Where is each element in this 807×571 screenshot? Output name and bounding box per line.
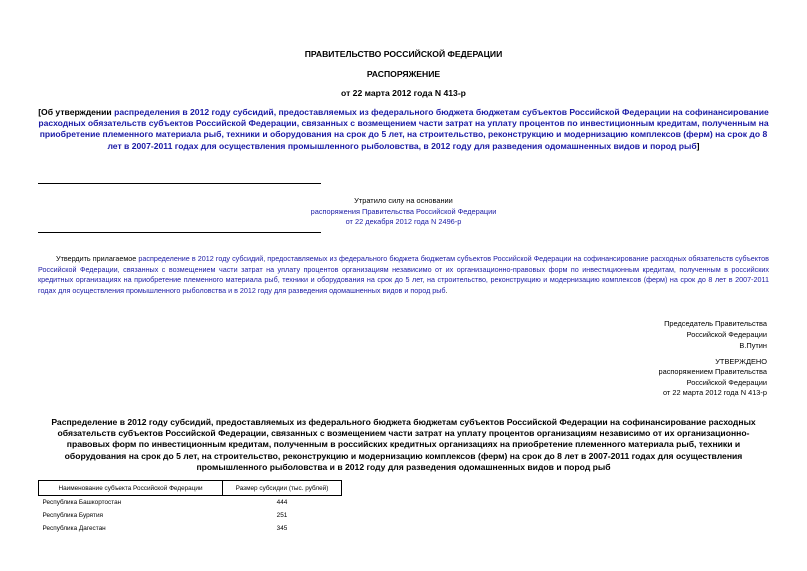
lost-force-note xyxy=(300,196,507,228)
intro-link[interactable]: распределение в 2012 году субсидий, предоставляемых из федерального бюджета бюджетам субъектов Российской Федерации на софинансирование расходных обязательств субъектов Российской Федерации, связанных с возмещением части затрат на уплату процентов организациям независимо от их организационно-правовых форм по инвестиционным кредитам, полученным в российских кредитных организациях на приобретение племенного материала рыб, техники и оборудования на срок до 5 лет, на строительство, реконструкцию и модернизацию комплексов (ферм) на срок до 8 лет в 2007-2011 годах для осуществления промышленного рыболовства и в 2012 году для разведения одомашненных видов и пород рыб xyxy=(38,254,769,295)
government-heading: ПРАВИТЕЛЬСТВО РОССИЙСКОЙ ФЕДЕРАЦИИ xyxy=(304,49,503,59)
signature-block xyxy=(547,319,767,351)
signature-line1: Председатель Правительства xyxy=(664,319,767,328)
approved-label: УТВЕРЖДЕНО xyxy=(715,357,767,366)
approved-date: от 22 марта 2012 года N 413-р xyxy=(662,388,767,398)
table-cell-region: Республика Бурятия xyxy=(42,512,103,519)
lost-force-line1: Утратило силу на основании xyxy=(354,196,453,205)
document-title xyxy=(38,107,769,152)
table-cell-amount: 251 xyxy=(276,512,288,519)
lost-force-link[interactable]: распоряжения Правительства Российской Федерации xyxy=(310,206,497,216)
table-header-amount: Размер субсидии (тыс. рублей) xyxy=(223,481,342,496)
intro-prefix: Утвердить прилагаемое xyxy=(56,254,139,263)
table-cell-region: Республика Дагестан xyxy=(42,525,106,532)
table-row xyxy=(39,509,342,522)
distribution-title: Распределение в 2012 году субсидий, предоставляемых из федерального бюджета бюджетам субъектов Российской Федерации на софинансирование расходных обязательств субъектов Российской Федерации, связанных с возмещением части затрат на уплату процентов организациям независимо от их организационно-правовых форм по инвестиционным кредитам, полученным в российских кредитных организациях на приобретение племенного материала рыб, техники и оборудования на срок до 5 лет, на строительство, реконструкцию и модернизацию комплексов (ферм) на срок до 8 лет в 2007-2011 годах для осуществления промышленного рыболовства и в 2012 году для разведения одомашненных видов и пород рыб xyxy=(51,417,756,472)
table-cell-amount: 444 xyxy=(276,499,288,506)
document-type: РАСПОРЯЖЕНИЕ xyxy=(366,69,441,79)
divider-top xyxy=(38,183,321,184)
signature-line2: Российской Федерации xyxy=(686,329,767,339)
table-row xyxy=(39,496,342,510)
table-cell-region: Республика Башкортостан xyxy=(42,499,122,506)
divider-bottom xyxy=(38,232,321,233)
title-suffix: ] xyxy=(696,140,700,151)
table-row xyxy=(39,522,342,535)
lost-force-date: от 22 декабря 2012 года N 2496-р xyxy=(345,217,462,227)
title-link[interactable]: распределения в 2012 году субсидий, предоставляемых из федерального бюджета бюджетам субъектов Российской Федерации на софинансирование расходных обязательств субъектов Российской Федерации, связанных с возмещением части затрат на уплату процентов по инвестиционным кредитам, полученным на приобретение племенного материала рыб, техники и оборудования на срок до 5 лет, на строительство, реконструкцию и модернизацию комплексов (ферм) на срок до 8 лет в 2007-2011 годах для осуществления промышленного рыболовства, в 2012 году для разведения одомашненных видов и пород рыб xyxy=(38,107,769,151)
table-header-region: Наименование субъекта Российской Федерации xyxy=(39,481,223,496)
intro-paragraph xyxy=(38,254,769,296)
intro-suffix: . xyxy=(445,285,448,295)
table-header-row xyxy=(39,481,342,496)
approved-line2: распоряжением Правительства xyxy=(658,367,767,377)
signature-name: В.Путин xyxy=(739,340,767,350)
approved-block xyxy=(547,357,767,399)
table-cell-amount: 345 xyxy=(276,525,288,532)
title-prefix: [Об утверждении xyxy=(38,107,115,117)
distribution-table xyxy=(38,480,342,535)
approved-line3: Российской Федерации xyxy=(686,377,767,387)
document-date: от 22 марта 2012 года N 413-р xyxy=(341,88,466,98)
